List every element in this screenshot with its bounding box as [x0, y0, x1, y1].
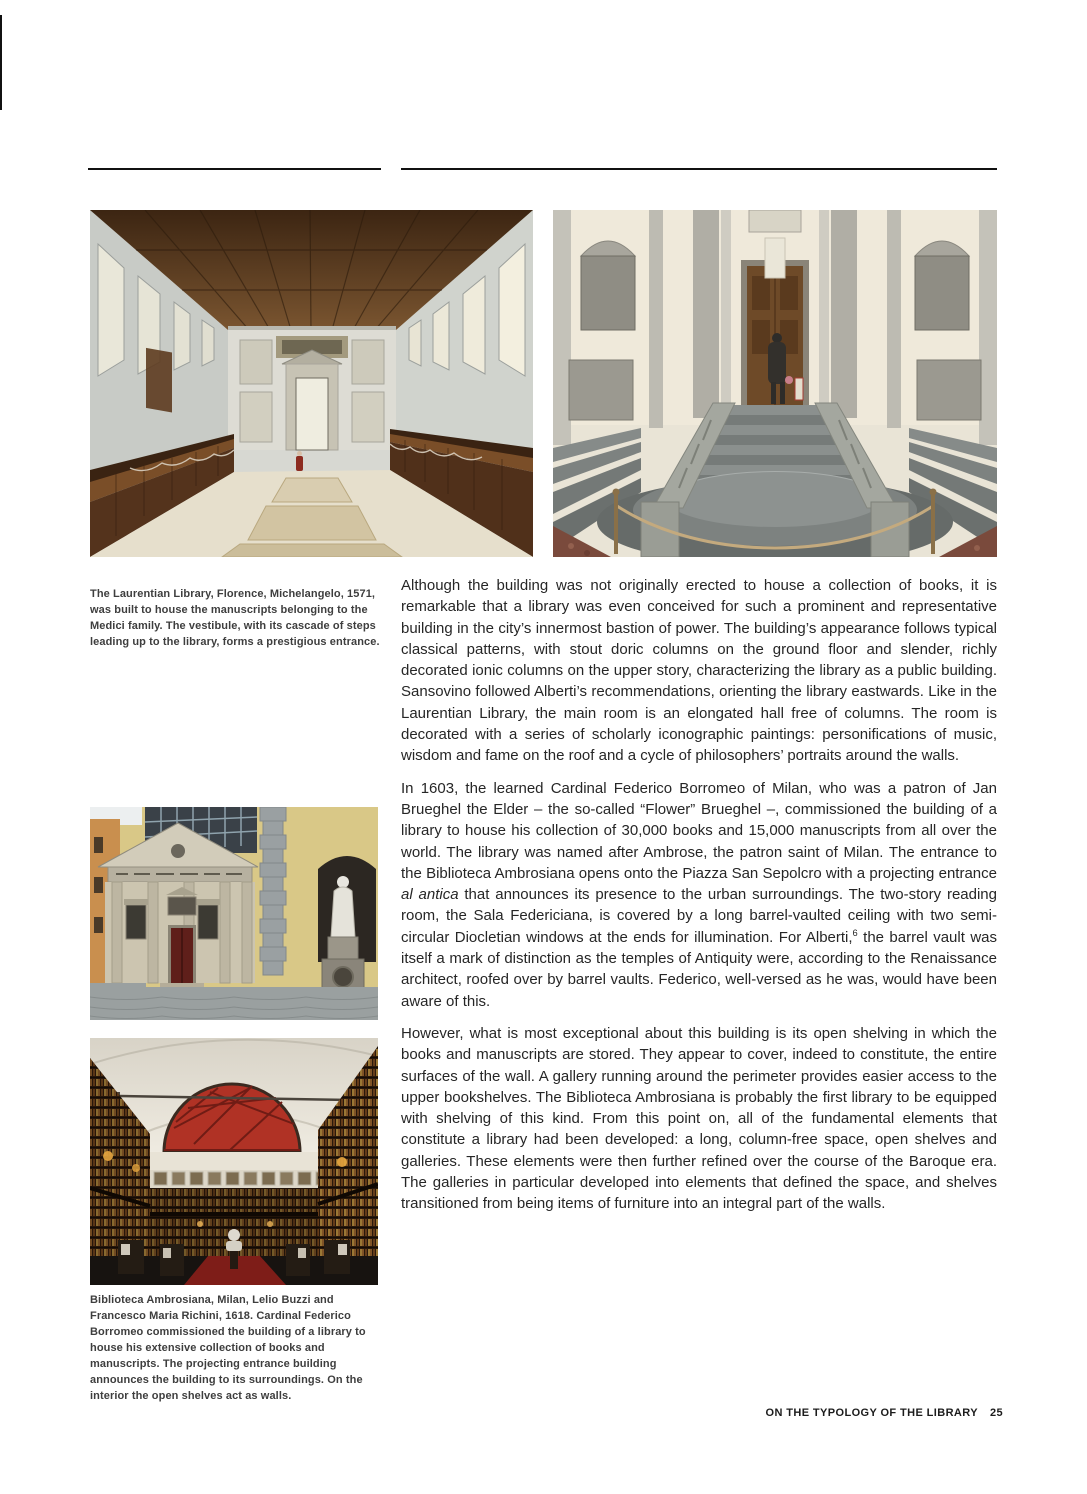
page-number: 25 — [989, 1407, 1003, 1419]
header-rule-right — [401, 168, 997, 170]
body-paragraph: In 1603, the learned Cardinal Federico Borromeo of Milan, who was a patron of Jan Brueghel the Elder – the so-called “Flower” Brueghel –, commissioned the building of a library to house his collection of 30,000 books and 15,000 manuscripts from all over the world. The library was named after Ambrose, the patron saint of Milan. The entrance to the Biblioteca Ambrosiana opens onto the Piazza San Sepolcro with a projecting entrance al antica that announces its presence to the urban surroundings. The two-story reading room, the Sala Federiciana, is covered by a long barrel-vaulted ceiling with two semi-circular Diocletian windows at the ends for illumination. For Alberti,$^6$ the barrel vault was itself a mark of distinction as the temples of Antiquity were, according to the Renaissance architect, roofed over by barrel vaults. Federico, well-versed as he was, would have been aware of this. — [401, 779, 997, 1010]
photo-laurentian-reading-room — [90, 210, 533, 557]
laurentian-reading-room-illustration — [90, 210, 533, 557]
photo-ambrosiana-interior — [90, 1038, 378, 1285]
photo-ambrosiana-exterior — [90, 807, 378, 1020]
footer-title: ON THE TYPOLOGY OF THE LIBRARY — [765, 1407, 978, 1419]
ambrosiana-interior-illustration — [90, 1038, 378, 1285]
body-text-column — [401, 575, 997, 1226]
photo-laurentian-vestibule-stairs — [553, 210, 997, 557]
ambrosiana-exterior-illustration — [90, 807, 378, 1020]
crop-mark — [0, 15, 2, 110]
body-paragraph: Although the building was not originally erected to house a collection of books, it is remarkable that a library was even conceived for such a prominent and representative building in the city’s innermost bastion of power. The building’s appearance follows typical classical patterns, with stout doric columns on the ground floor and slender, richly decorated ionic columns on the upper story, characterizing the library as a public building. Sansovino followed Alberti’s recommendations, orienting the library eastwards. Like in the Laurentian Library, the main room is an elongated hall free of columns. The room is decorated with a series of scholarly iconographic paintings: personifications of music, wisdom and fame on the roof and a cycle of philosophers’ portraits around the walls. — [401, 577, 997, 765]
running-footer — [765, 1407, 1003, 1419]
body-paragraph: However, what is most exceptional about this building is its open shelving in which the books and manuscripts are stored. They appear to cover, indeed to constitute, the entire surfaces of the wall. A gallery running around the perimeter provides easier access to the upper bookshelves. The Biblioteca Ambrosiana is probably the first library to be equipped with shelving of this kind. From this point on, all of the fundamental elements that constitute a library had been developed: a long, column-free space, open shelves and galleries. These elements were then further refined over the course of the Baroque era. The galleries in particular developed into elements that defined the space, and shelves transitioned from being items of furniture into an integral part of the walls. — [401, 1024, 997, 1213]
caption-ambrosiana: Biblioteca Ambrosiana, Milan, Lelio Buzzi and Francesco Maria Richini, 1618. Cardinal Federico Borromeo commissioned the building of a library to house his extensive collection of books and manuscripts. The projecting entrance building announces the building to its surroundings. On the interior the open shelves act as walls. — [90, 1294, 366, 1402]
header-rule-left — [88, 168, 381, 170]
laurentian-stairs-illustration — [553, 210, 997, 557]
caption-laurentian: The Laurentian Library, Florence, Michelangelo, 1571, was built to house the manuscripts belonging to the Medici family. The vestibule, with its cascade of steps leading up to the library, forms a prestigious entrance. — [90, 588, 380, 648]
